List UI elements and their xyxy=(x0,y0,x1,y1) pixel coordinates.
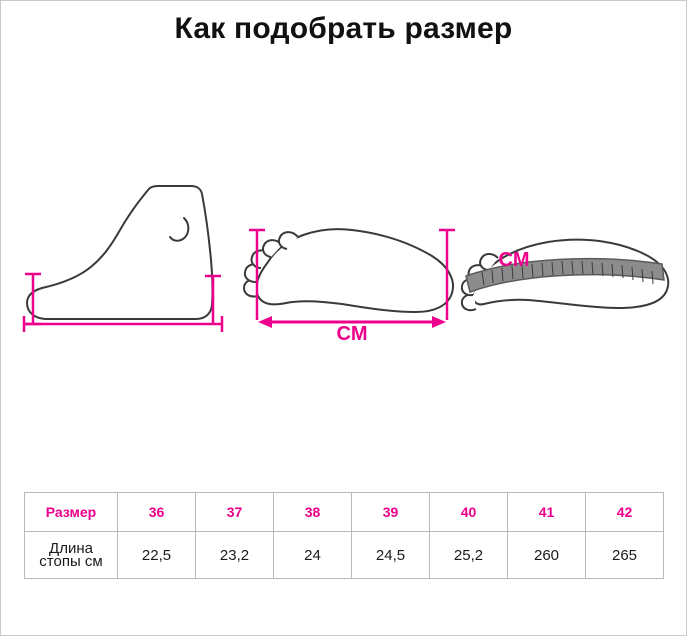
table-row xyxy=(25,532,664,579)
table-row-label: Длина стопы см xyxy=(25,532,118,579)
table-cell: 24,5 xyxy=(352,532,430,579)
table-cell: 37 xyxy=(196,493,274,532)
table-row xyxy=(25,493,664,532)
table-cell: 24 xyxy=(274,532,352,579)
table-cell: 41 xyxy=(508,493,586,532)
table-row-label: Размер xyxy=(25,493,118,532)
size-table-wrap xyxy=(24,492,664,579)
table-cell: 38 xyxy=(274,493,352,532)
table-cell: 36 xyxy=(118,493,196,532)
table-cell: 265 xyxy=(586,532,664,579)
table-cell: 23,2 xyxy=(196,532,274,579)
foot-top-view xyxy=(244,229,453,312)
table-cell: 40 xyxy=(430,493,508,532)
table-cell: 22,5 xyxy=(118,532,196,579)
top-view-cm-label: CM xyxy=(336,323,368,345)
size-table xyxy=(24,492,664,579)
page-title: Как подобрать размер xyxy=(174,12,513,45)
table-cell: 25,2 xyxy=(430,532,508,579)
size-diagram xyxy=(0,90,687,470)
tape-view-cm-label: CM xyxy=(498,249,530,271)
foot-side-view xyxy=(27,186,212,319)
foot-tape-measure-view xyxy=(462,240,668,311)
table-cell: 260 xyxy=(508,532,586,579)
table-cell: 39 xyxy=(352,493,430,532)
table-cell: 42 xyxy=(586,493,664,532)
